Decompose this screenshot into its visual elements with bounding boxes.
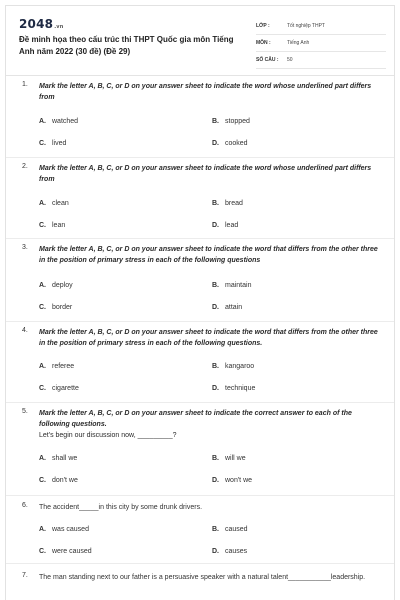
- question-sentence: Let's begin our discussion now, _________?: [39, 432, 177, 439]
- question-text: Mark the letter A, B, C, or D on your answer sheet to indicate the word that differs from the other three in the position of primary stress in each of the following questions: [39, 246, 378, 264]
- question-number: 2.: [22, 163, 28, 170]
- option-letter: C.: [39, 385, 46, 392]
- option-letter: B.: [212, 118, 219, 125]
- option-d[interactable]: [212, 385, 255, 392]
- option-b[interactable]: [212, 118, 250, 125]
- question-divider: [6, 563, 394, 564]
- option-c[interactable]: [39, 477, 78, 484]
- question-number: 1.: [22, 81, 28, 88]
- option-text: clean: [52, 200, 69, 207]
- option-c[interactable]: [39, 222, 65, 229]
- meta-key: MÔN :: [256, 40, 271, 46]
- question-text: Mark the letter A, B, C, or D on your answer sheet to indicate the word whose underlined part differs from: [39, 165, 372, 183]
- option-letter: B.: [212, 363, 219, 370]
- question-text: The man standing next to our father is a persuasive speaker with a natural talent___________leadership.: [39, 574, 366, 581]
- option-d[interactable]: [212, 477, 252, 484]
- option-text: technique: [225, 385, 256, 392]
- option-letter: A.: [39, 455, 46, 462]
- question-divider: [6, 321, 394, 322]
- option-letter: D.: [212, 385, 219, 392]
- option-d[interactable]: [212, 304, 242, 311]
- meta-row-count: [256, 53, 386, 69]
- option-text: cooked: [225, 140, 248, 147]
- logo-domain: .vn: [54, 24, 64, 30]
- option-text: referee: [52, 363, 75, 370]
- meta-value: Tiếng Anh: [287, 40, 310, 46]
- question-divider: [6, 238, 394, 239]
- option-text: border: [52, 304, 73, 311]
- option-text: maintain: [225, 282, 252, 289]
- option-text: were caused: [52, 548, 92, 555]
- option-a[interactable]: [39, 118, 78, 125]
- option-a[interactable]: [39, 526, 89, 533]
- exam-meta: [256, 19, 386, 70]
- option-c[interactable]: [39, 304, 72, 311]
- option-b[interactable]: [212, 200, 243, 207]
- exam-page: [5, 5, 395, 600]
- option-text: deploy: [52, 282, 73, 289]
- meta-value: 50: [287, 57, 293, 63]
- option-text: causes: [225, 548, 248, 555]
- option-b[interactable]: [212, 282, 251, 289]
- option-letter: D.: [212, 304, 219, 311]
- option-text: shall we: [52, 455, 78, 462]
- option-text: was caused: [52, 526, 89, 533]
- option-text: won't we: [225, 477, 253, 484]
- option-letter: D.: [212, 140, 219, 147]
- option-a[interactable]: [39, 363, 74, 370]
- question-divider: [6, 402, 394, 403]
- question-divider: [6, 495, 394, 496]
- question-number: 5.: [22, 408, 28, 415]
- option-letter: D.: [212, 477, 219, 484]
- header-divider: [6, 75, 394, 76]
- option-d[interactable]: [212, 222, 238, 229]
- question-instruction: Mark the letter A, B, C, or D on your answer sheet to indicate the correct answer to each of the following questions.: [39, 410, 352, 428]
- option-text: watched: [52, 118, 79, 125]
- option-letter: C.: [39, 304, 46, 311]
- option-letter: A.: [39, 363, 46, 370]
- option-text: lived: [52, 140, 67, 147]
- option-letter: A.: [39, 118, 46, 125]
- logo-text: 2048: [19, 17, 54, 31]
- option-d[interactable]: [212, 140, 248, 147]
- option-text: lean: [52, 222, 66, 229]
- option-text: cigarette: [52, 385, 79, 392]
- option-letter: C.: [39, 140, 46, 147]
- option-letter: D.: [212, 222, 219, 229]
- question-text: [39, 408, 384, 441]
- question-number: 4.: [22, 327, 28, 334]
- option-letter: A.: [39, 200, 46, 207]
- option-letter: B.: [212, 455, 219, 462]
- question-number: 3.: [22, 244, 28, 251]
- option-letter: C.: [39, 548, 46, 555]
- option-b[interactable]: [212, 455, 246, 462]
- option-text: attain: [225, 304, 243, 311]
- question-text: The accident_____in this city by some drunk drivers.: [39, 504, 203, 511]
- option-a[interactable]: [39, 282, 73, 289]
- meta-key: SỐ CÂU :: [256, 57, 279, 63]
- exam-header: [6, 6, 394, 74]
- meta-row-class: [256, 19, 386, 35]
- option-b[interactable]: [212, 363, 254, 370]
- option-text: bread: [225, 200, 243, 207]
- option-text: stopped: [225, 118, 250, 125]
- question-text: Mark the letter A, B, C, or D on your answer sheet to indicate the word that differs from the other three in the position of primary stress in each of the following questions.: [39, 329, 378, 347]
- option-letter: C.: [39, 222, 46, 229]
- option-a[interactable]: [39, 200, 69, 207]
- option-a[interactable]: [39, 455, 77, 462]
- option-text: lead: [225, 222, 239, 229]
- option-letter: A.: [39, 282, 46, 289]
- option-d[interactable]: [212, 548, 247, 555]
- option-c[interactable]: [39, 385, 79, 392]
- document-title: Đề minh họa theo cấu trúc thi THPT Quốc gia môn Tiếng Anh năm 2022 (30 đề) (Đề 29): [19, 35, 234, 56]
- option-letter: B.: [212, 526, 219, 533]
- option-text: don't we: [52, 477, 78, 484]
- option-letter: A.: [39, 526, 46, 533]
- question-divider: [6, 157, 394, 158]
- question-number: 6.: [22, 502, 28, 509]
- option-c[interactable]: [39, 140, 66, 147]
- site-logo[interactable]: [19, 17, 64, 31]
- meta-key: LỚP :: [256, 23, 270, 29]
- question-number: 7.: [22, 572, 28, 579]
- option-c[interactable]: [39, 548, 92, 555]
- option-letter: C.: [39, 477, 46, 484]
- meta-value: Tốt nghiệp THPT: [287, 23, 325, 29]
- meta-row-subject: [256, 36, 386, 52]
- option-text: caused: [225, 526, 248, 533]
- option-letter: D.: [212, 548, 219, 555]
- option-text: will we: [225, 455, 246, 462]
- option-letter: B.: [212, 200, 219, 207]
- option-b[interactable]: [212, 526, 248, 533]
- question-text: Mark the letter A, B, C, or D on your answer sheet to indicate the word whose underlined part differs from: [39, 83, 372, 101]
- option-text: kangaroo: [225, 363, 255, 370]
- option-letter: B.: [212, 282, 219, 289]
